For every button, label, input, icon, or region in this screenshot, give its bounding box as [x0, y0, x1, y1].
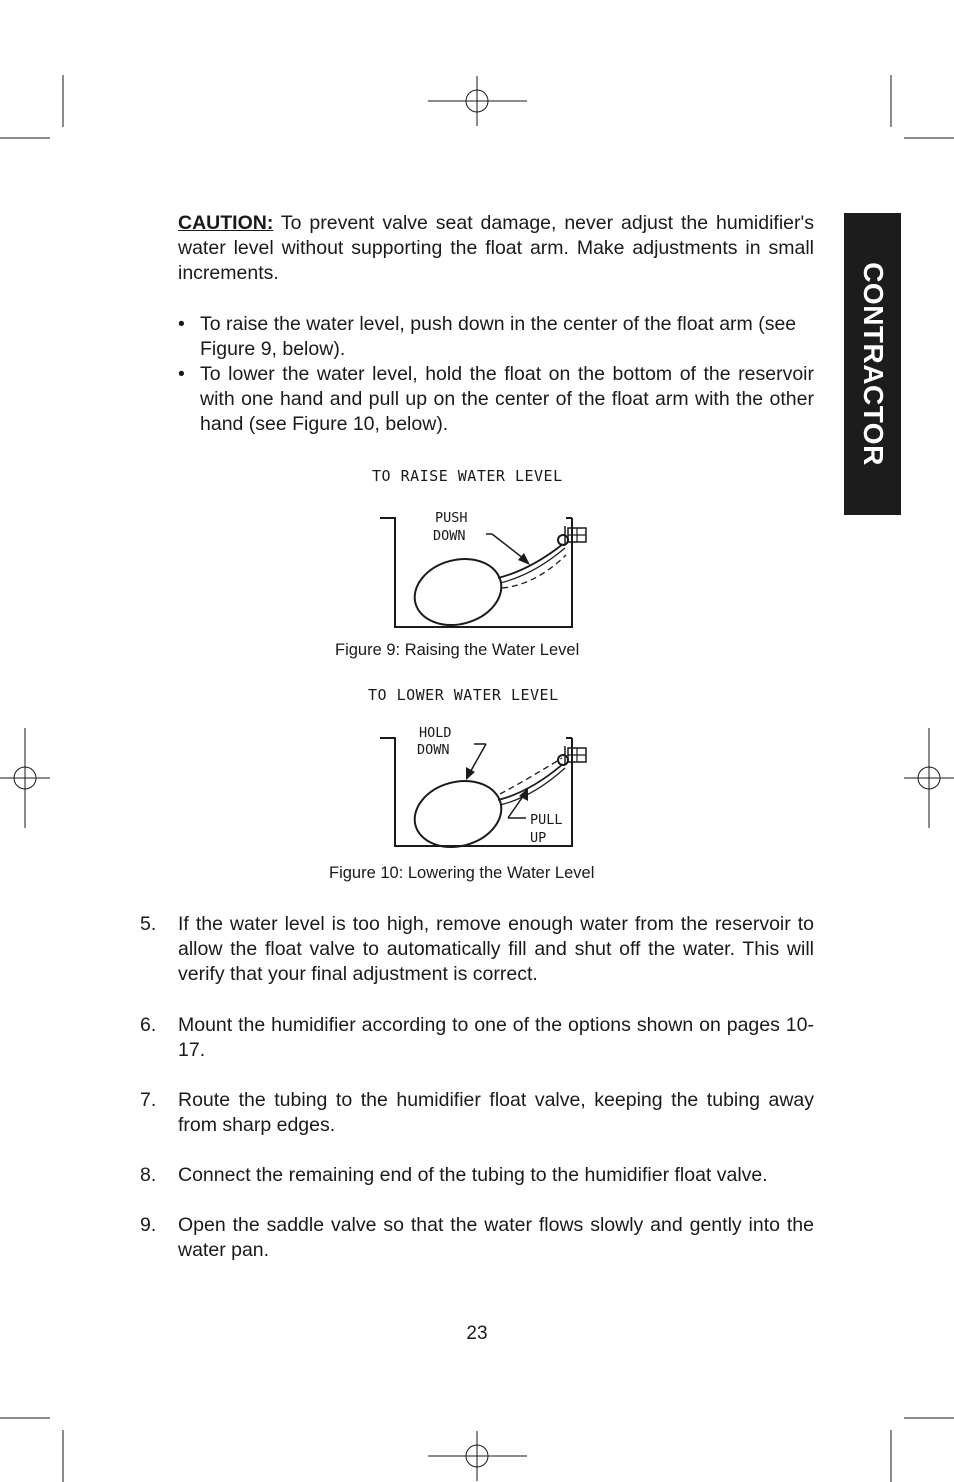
step-text: Open the saddle valve so that the water flows slowly and gently into the water pan. — [178, 1214, 814, 1261]
figure-10-label-hold: HOLD — [419, 725, 452, 741]
figure-9-diagram — [370, 500, 630, 635]
step-9 — [140, 1213, 814, 1263]
float-ball — [407, 772, 509, 857]
step-text: Connect the remaining end of the tubing to the humidifier float valve. — [178, 1164, 768, 1186]
bullet-marker: • — [178, 363, 185, 385]
figure-10-label-pull: PULL — [530, 812, 563, 828]
bullet-lower — [178, 362, 814, 437]
step-text: Route the tubing to the humidifier float valve, keeping the tubing away from sharp edges. — [178, 1089, 814, 1136]
step-number: 7. — [140, 1089, 157, 1111]
caution-paragraph — [178, 211, 814, 286]
caution-label: CAUTION: — [178, 212, 274, 234]
contractor-side-tab — [844, 213, 901, 515]
bullet-text: To lower the water level, hold the float on the bottom of the reservoir with one hand and pull up on the center of the float arm with the other hand (see Figure 10, below). — [200, 363, 814, 435]
caution-text: To prevent valve seat damage, never adjust the humidifier's water level without supporting the float arm. Make adjustments in small increments. — [178, 212, 814, 284]
step-7 — [140, 1088, 814, 1138]
bullet-marker: • — [178, 313, 185, 335]
figure-10-title: TO LOWER WATER LEVEL — [368, 686, 559, 704]
step-8 — [140, 1163, 818, 1188]
figure-10-diagram — [370, 718, 630, 858]
side-tab-label: CONTRACTOR — [857, 262, 889, 466]
figure-10-label-down: DOWN — [417, 742, 450, 758]
step-number: 8. — [140, 1164, 157, 1186]
step-number: 9. — [140, 1214, 157, 1236]
step-5 — [140, 912, 814, 987]
step-text: Mount the humidifier according to one of the options shown on pages 10-17. — [178, 1014, 814, 1061]
step-6 — [140, 1013, 814, 1063]
bullet-raise — [178, 312, 814, 362]
step-number: 5. — [140, 913, 157, 935]
float-ball — [407, 550, 509, 635]
figure-10-caption: Figure 10: Lowering the Water Level — [329, 864, 595, 882]
figure-10-label-up: UP — [530, 830, 547, 846]
page-number: 23 — [466, 1323, 488, 1344]
bullet-text: To raise the water level, push down in the center of the float arm (see Figure 9, below). — [200, 313, 797, 360]
step-text: If the water level is too high, remove enough water from the reservoir to allow the float valve to automatically fill and shut off the water. This will verify that your final adjustment is correct. — [178, 913, 814, 985]
figure-9-label-push: PUSH — [435, 510, 468, 526]
figure-9-label-down: DOWN — [433, 528, 466, 544]
figure-9-caption: Figure 9: Raising the Water Level — [335, 641, 580, 659]
figure-9-title: TO RAISE WATER LEVEL — [372, 467, 563, 485]
step-number: 6. — [140, 1014, 157, 1036]
